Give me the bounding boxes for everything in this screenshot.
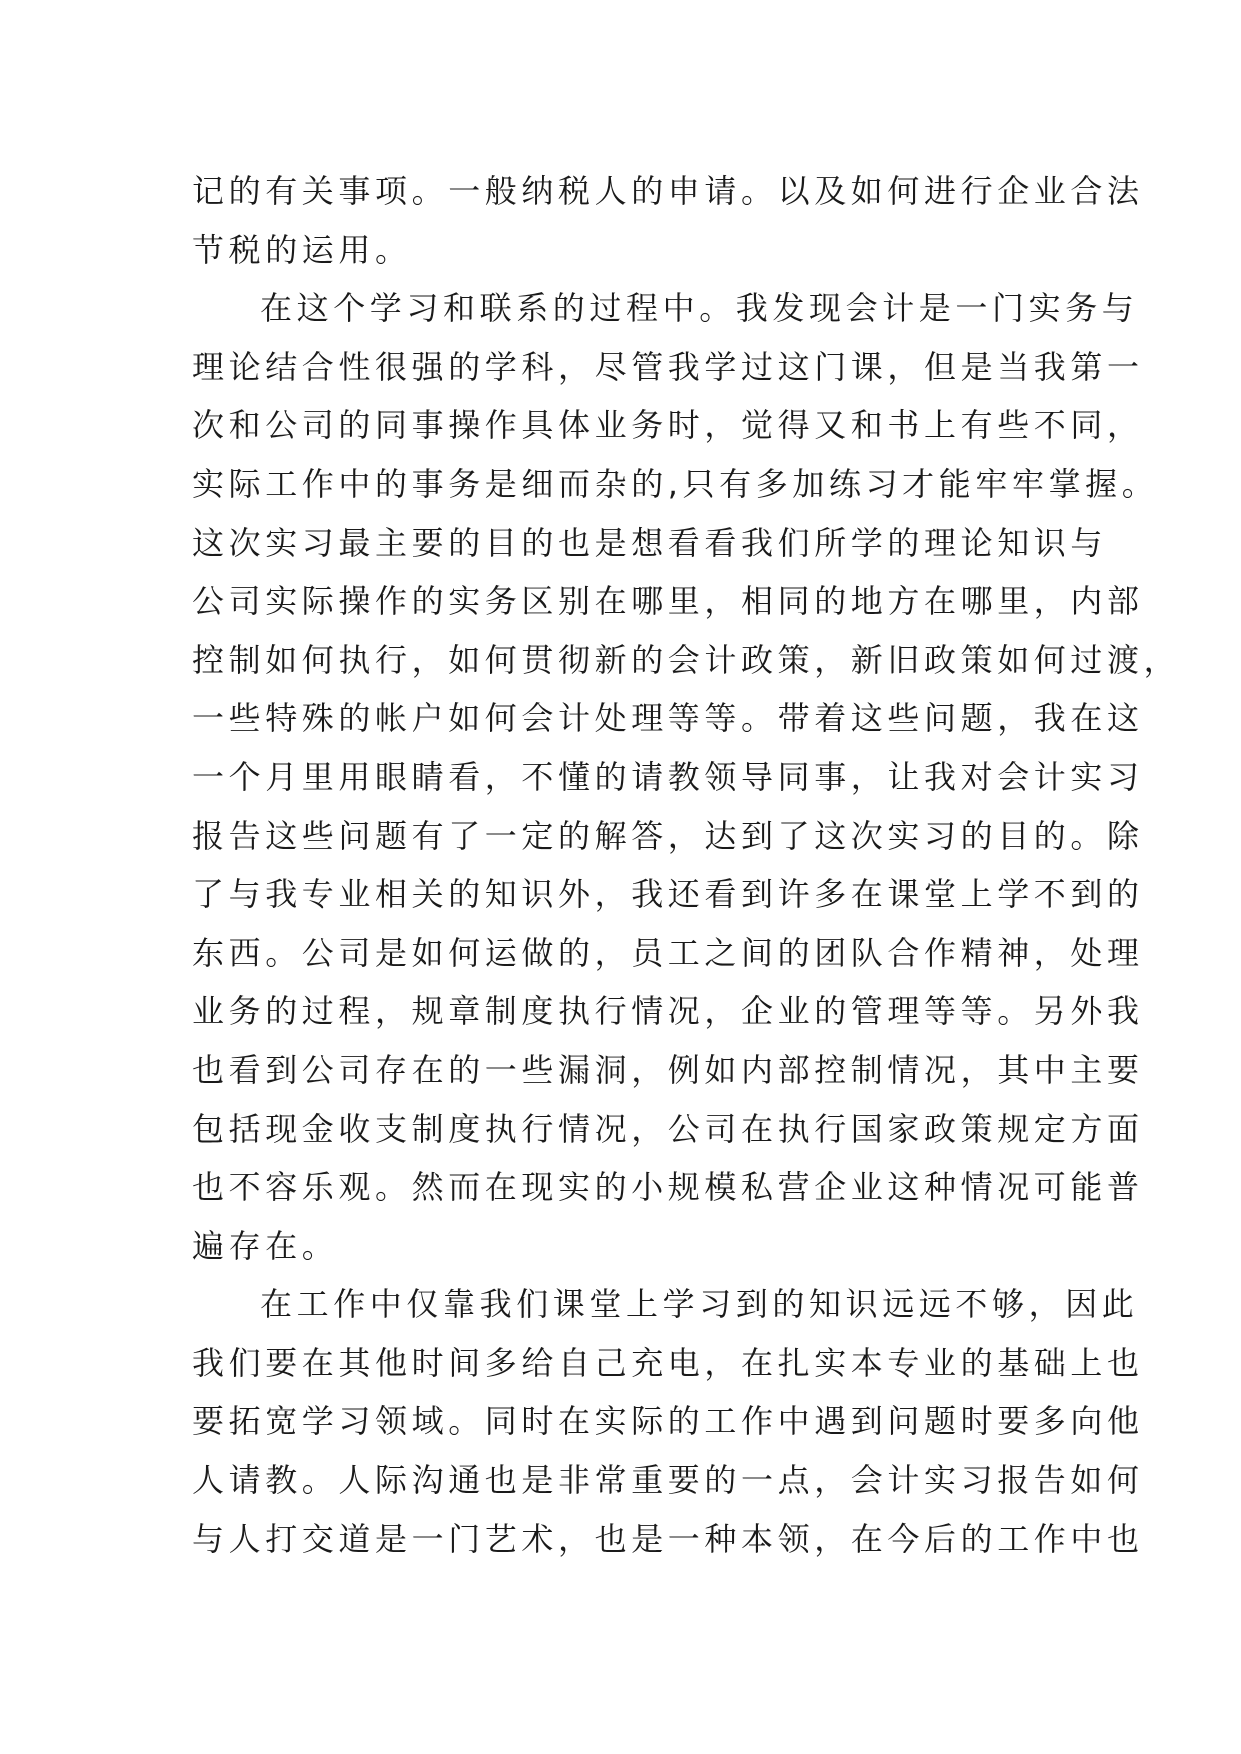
text-line: 也看到公司存在的一些漏洞，例如内部控制情况，其中主要 bbox=[192, 1050, 1144, 1089]
text-line: 一些特殊的帐户如何会计处理等等。带着这些问题，我在这 bbox=[192, 699, 1144, 738]
text-line: 也不容乐观。然而在现实的小规模私营企业这种情况可能普 bbox=[192, 1168, 1144, 1207]
text-line: 我们要在其他时间多给自己充电，在扎实本专业的基础上也 bbox=[192, 1343, 1144, 1382]
text-line: 报告这些问题有了一定的解答，达到了这次实习的目的。除 bbox=[192, 816, 1144, 855]
text-line: 一个月里用眼睛看，不懂的请教领导同事，让我对会计实习 bbox=[192, 757, 1144, 796]
text-line: 公司实际操作的实务区别在哪里，相同的地方在哪里，内部 bbox=[192, 582, 1144, 621]
text-line: 控制如何执行，如何贯彻新的会计政策，新旧政策如何过渡， bbox=[192, 640, 1181, 679]
text-line: 与人打交道是一门艺术，也是一种本领，在今后的工作中也 bbox=[192, 1519, 1144, 1558]
text-line: 东西。公司是如何运做的，员工之间的团队合作精神，处理 bbox=[192, 933, 1144, 972]
text-line: 这次实习最主要的目的也是想看看我们所学的理论知识与 bbox=[192, 523, 1108, 562]
text-line: 实际工作中的事务是细而杂的,只有多加练习才能牢牢掌握。 bbox=[192, 464, 1159, 503]
text-line: 包括现金收支制度执行情况，公司在执行国家政策规定方面 bbox=[192, 1109, 1144, 1148]
body-text bbox=[192, 162, 1181, 1568]
text-line: 节税的运用。 bbox=[192, 230, 412, 269]
paragraph-start-line: 在这个学习和联系的过程中。我发现会计是一门实务与 bbox=[260, 289, 1139, 328]
text-line: 次和公司的同事操作具体业务时，觉得又和书上有些不同， bbox=[192, 406, 1144, 445]
text-line: 遍存在。 bbox=[192, 1226, 339, 1265]
text-line: 要拓宽学习领域。同时在实际的工作中遇到问题时要多向他 bbox=[192, 1402, 1144, 1441]
text-line: 记的有关事项。一般纳税人的申请。以及如何进行企业合法 bbox=[192, 172, 1144, 210]
text-line: 了与我专业相关的知识外，我还看到许多在课堂上学不到的 bbox=[192, 875, 1144, 914]
text-line: 业务的过程，规章制度执行情况，企业的管理等等。另外我 bbox=[192, 992, 1144, 1031]
paragraph-start-line: 在工作中仅靠我们课堂上学习到的知识远远不够，因此 bbox=[260, 1285, 1139, 1324]
text-line: 人请教。人际沟通也是非常重要的一点，会计实习报告如何 bbox=[192, 1461, 1144, 1500]
text-line: 理论结合性很强的学科，尽管我学过这门课，但是当我第一 bbox=[192, 347, 1144, 386]
